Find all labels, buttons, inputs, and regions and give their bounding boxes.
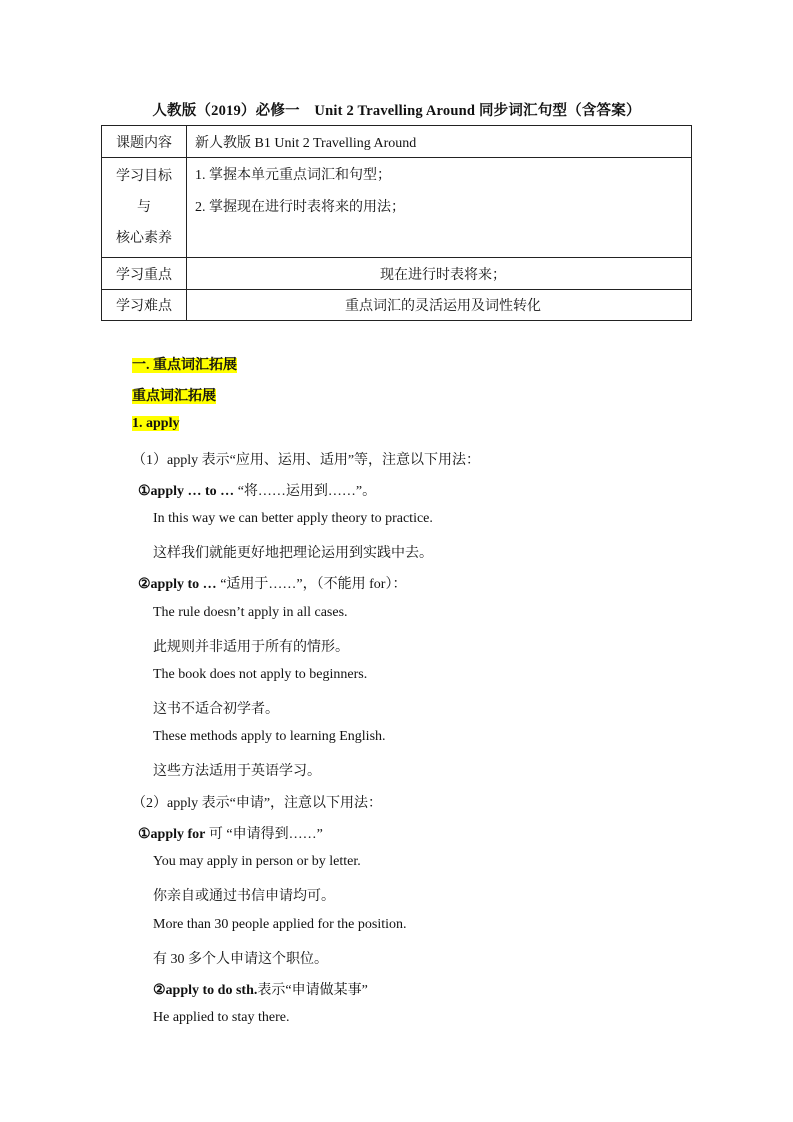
usage-rule xyxy=(138,480,376,500)
usage-intro: （2）apply 表示“申请”，注意以下用法： xyxy=(132,796,383,811)
usage-pattern: ①apply for xyxy=(138,827,206,842)
example-sentence: More than 30 people applied for the position. xyxy=(153,917,407,932)
section-heading: 一. 重点词汇拓展 xyxy=(132,358,237,373)
usage-meaning: 表示“申请做某事” xyxy=(257,983,368,998)
example-sentence: These methods apply to learning English. xyxy=(153,729,386,744)
table-row xyxy=(102,158,692,258)
example-translation: 你亲自或通过书信申请均可。 xyxy=(153,889,335,904)
word-heading: 1. apply xyxy=(132,416,180,431)
example-translation: 有 30 多个人申请这个职位。 xyxy=(153,952,328,967)
goal-label xyxy=(102,158,187,258)
example-sentence: You may apply in person or by letter. xyxy=(153,854,361,869)
usage-rule xyxy=(153,979,368,999)
key-point-value: 现在进行时表将来； xyxy=(187,258,692,290)
usage-pattern: ①apply … to … xyxy=(138,484,235,499)
table-row xyxy=(102,258,692,290)
goal-item: 2. 掌握现在进行时表将来的用法； xyxy=(195,200,405,215)
difficulty-label: 学习难点 xyxy=(102,290,187,321)
example-translation: 这样我们就能更好地把理论运用到实践中去。 xyxy=(153,546,433,561)
goal-label-line: 与 xyxy=(137,200,151,215)
topic-label: 课题内容 xyxy=(102,126,187,158)
example-translation: 这书不适合初学者。 xyxy=(153,702,279,717)
usage-pattern: ②apply to do sth. xyxy=(153,983,258,998)
course-info-table xyxy=(101,125,692,321)
usage-meaning: “适用于……”，（不能用 for）： xyxy=(216,577,407,592)
key-point-label: 学习重点 xyxy=(102,258,187,290)
goal-label-line: 核心素养 xyxy=(116,231,172,246)
usage-meaning: 可 “申请得到……” xyxy=(205,827,323,842)
example-sentence: The rule doesn’t apply in all cases. xyxy=(153,605,348,620)
table-row xyxy=(102,290,692,321)
usage-rule xyxy=(138,823,323,843)
usage-meaning: “将……运用到……”。 xyxy=(234,484,377,499)
usage-pattern: ②apply to … xyxy=(138,577,217,592)
usage-intro: （1）apply 表示“应用、运用、适用”等，注意以下用法： xyxy=(132,453,481,468)
page-title: 人教版（2019）必修一 Unit 2 Travelling Around 同步词汇句型（含答案） xyxy=(152,103,641,119)
example-translation: 此规则并非适用于所有的情形。 xyxy=(153,640,349,655)
section-subheading: 重点词汇拓展 xyxy=(132,389,216,404)
goal-content xyxy=(187,158,692,258)
goal-label-line: 学习目标 xyxy=(116,169,172,184)
usage-rule xyxy=(138,573,406,593)
example-sentence: He applied to stay there. xyxy=(153,1010,290,1025)
table-row xyxy=(102,126,692,158)
example-sentence: The book does not apply to beginners. xyxy=(153,667,368,682)
topic-value: 新人教版 B1 Unit 2 Travelling Around xyxy=(187,126,692,158)
example-sentence: In this way we can better apply theory to practice. xyxy=(153,511,433,526)
goal-item: 1. 掌握本单元重点词汇和句型； xyxy=(195,168,391,183)
difficulty-value: 重点词汇的灵活运用及词性转化 xyxy=(187,290,692,321)
example-translation: 这些方法适用于英语学习。 xyxy=(153,764,321,779)
